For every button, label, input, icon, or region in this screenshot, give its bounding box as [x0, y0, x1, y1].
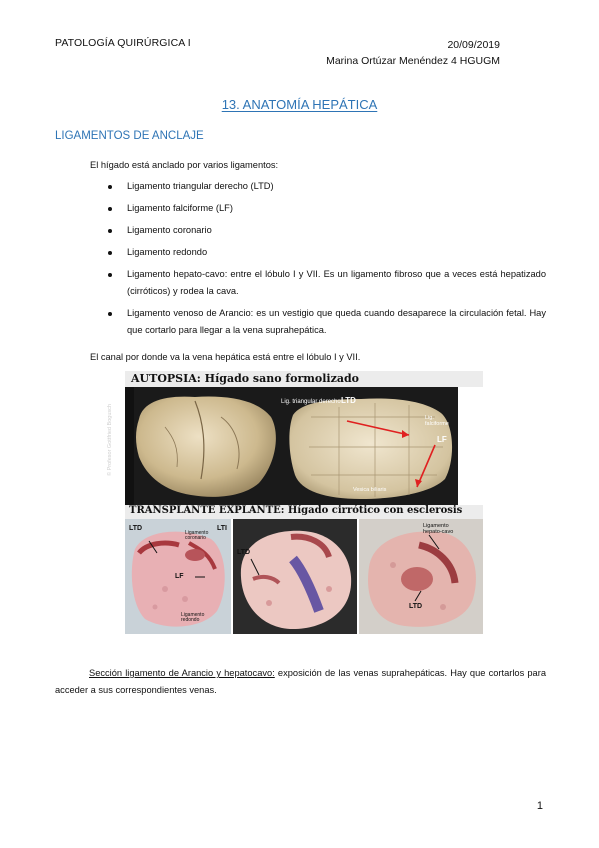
label-lig-redondo: Ligamento redondo [181, 612, 205, 623]
list-item: Ligamento triangular derecho (LTD) [90, 178, 546, 195]
intro-text: El hígado está anclado por varios ligamentos: [90, 160, 279, 170]
label-ltd-2: LTD [237, 549, 251, 556]
header-author: Marina Ortúzar Menéndez 4 HGUGM [326, 55, 500, 67]
label-vesicula: Vesica biliaris [353, 487, 387, 493]
explant-photo-3 [359, 519, 483, 634]
closing-paragraph [55, 665, 546, 699]
page-title-text: 13. ANATOMÍA HEPÁTICA [221, 97, 378, 112]
label-lf-top: LF [437, 435, 447, 444]
list-item: Ligamento coronario [90, 222, 546, 239]
top-caption: AUTOPSIA: Hígado sano formolizado [131, 372, 360, 385]
label-lig-coronario: Ligamento coronario [185, 530, 209, 541]
cirrhotic-liver-3-illustration [359, 519, 483, 634]
liver-figure [106, 371, 483, 634]
ligament-list [90, 178, 546, 344]
cirrhotic-liver-2-illustration [233, 519, 357, 634]
explant-photo-2 [233, 519, 357, 634]
label-lig-falciforme: Lig. falciforme [425, 415, 449, 427]
page-number: 1 [536, 800, 543, 812]
label-lti: LTI [217, 525, 227, 532]
label-lig-triangular: Lig. triangular derecho [281, 399, 341, 405]
header-meta [326, 37, 500, 69]
canal-text: El canal por donde va la vena hepática está entre el lóbulo I y VII. [90, 352, 361, 362]
bottom-caption: TRANSPLANTE EXPLANTE: Hígado cirrótico con esclerosis [129, 505, 463, 516]
header-date: 20/09/2019 [447, 39, 500, 51]
list-item: Ligamento falciforme (LF) [90, 200, 546, 217]
page-title [0, 97, 599, 112]
section-heading: LIGAMENTOS DE ANCLAJE [55, 130, 204, 142]
list-item: Ligamento hepato-cavo: entre el lóbulo I y VII. Es un ligamento fibroso que a veces está hepatizado (cirróticos) y rodea la cava. [90, 266, 546, 300]
photo-credit: © Profesor Gottfried Bogusch [106, 404, 113, 476]
autopsy-photo [125, 387, 458, 505]
explant-photo-1 [125, 519, 231, 634]
label-lf-2: LF [175, 573, 184, 580]
closing-rest: exposición de las venas suprahepáticas. Hay que cortarlos para acceder a sus correspondientes venas. [55, 668, 546, 695]
closing-underlined: Sección ligamento de Arancio y hepatocavo: [89, 668, 275, 678]
label-ltd-top: LTD [341, 396, 356, 405]
header-course: PATOLOGÍA QUIRÚRGICA I [55, 37, 191, 49]
label-ltd-3: LTD [409, 603, 423, 610]
label-ltd-1: LTD [129, 525, 143, 532]
list-item: Ligamento redondo [90, 244, 546, 261]
list-item: Ligamento venoso de Arancio: es un vestigio que queda cuando desaparece la circulación fetal. Hay que cortarlo para llegar a la vena suprahepática. [90, 305, 546, 339]
label-lig-hepatocavo: Ligamento hepato-cavo [423, 523, 454, 535]
